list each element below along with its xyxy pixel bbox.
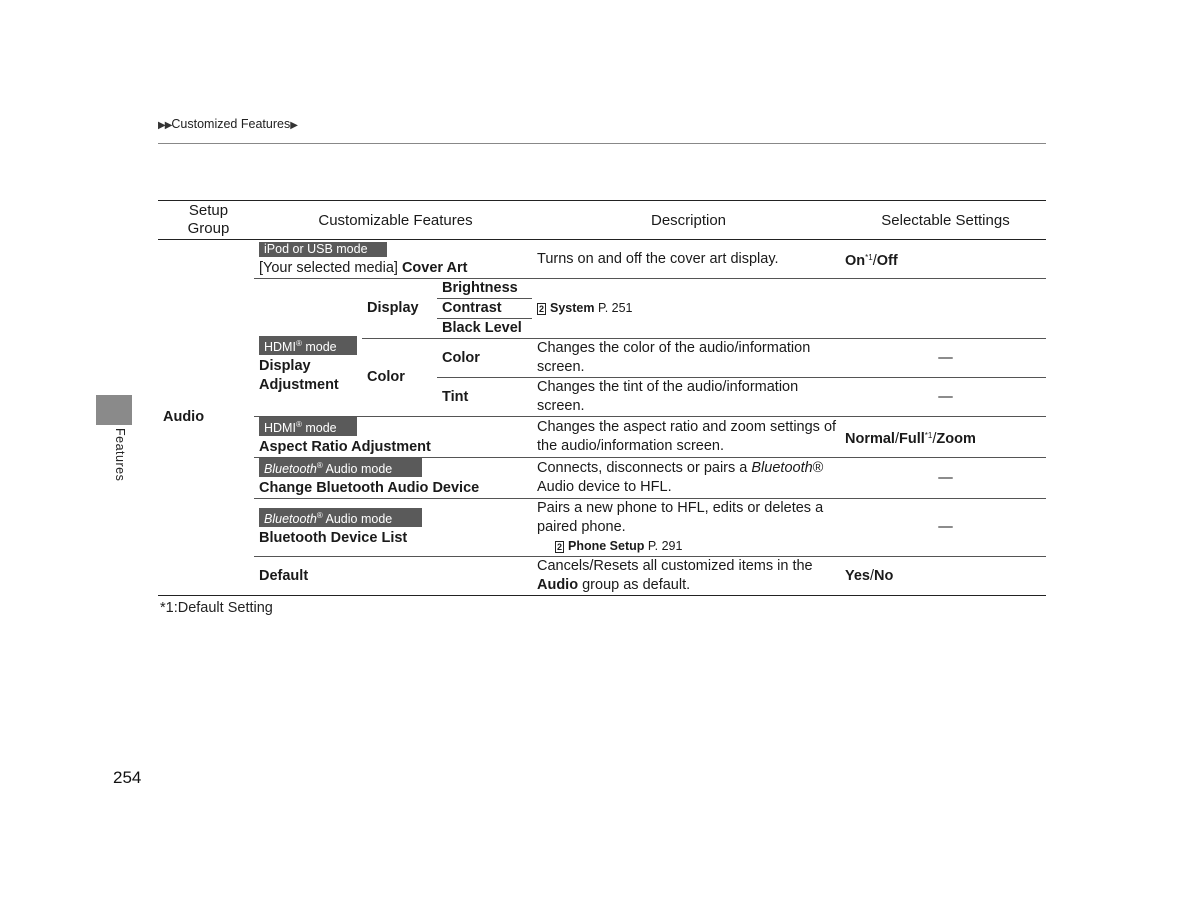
customizable-features-table <box>158 200 1046 596</box>
badge-registered-mark: ® <box>316 461 323 470</box>
setup-group-audio: Audio <box>158 240 254 596</box>
item-color: Color <box>437 339 532 378</box>
page-number: 254 <box>113 768 142 787</box>
badge-text-suffix: Audio mode <box>322 462 393 476</box>
setting-no: No <box>874 567 894 584</box>
header-divider <box>158 143 1046 144</box>
mode-badge <box>259 458 422 477</box>
mode-badge <box>259 508 422 527</box>
reference-page: P. 291 <box>644 539 683 553</box>
description-registered-mark: ® <box>812 460 824 476</box>
table-row <box>158 557 1046 596</box>
feature-default: Default <box>254 557 532 596</box>
breadcrumb-arrows-icon: ▶▶ <box>158 120 172 131</box>
description[interactable] <box>532 499 840 557</box>
table-row <box>158 417 1046 458</box>
table-row <box>158 240 1046 279</box>
feature-name: Change Bluetooth Audio Device <box>259 480 480 496</box>
sub-feature-color: Color <box>362 339 437 417</box>
description: Changes the aspect ratio and zoom settings of the audio/information screen. <box>532 417 840 458</box>
description-reference[interactable] <box>532 279 840 339</box>
feature-aspect-ratio <box>254 417 532 458</box>
reference-page: P. 251 <box>594 301 633 315</box>
item-brightness: Brightness <box>437 279 532 299</box>
mode-badge <box>259 417 357 436</box>
description-audio: Audio <box>537 577 579 593</box>
description <box>532 458 840 499</box>
feature-name: Cover Art <box>401 260 468 276</box>
setting-yes: Yes <box>845 567 870 584</box>
reference-label: System <box>550 301 595 315</box>
item-contrast: Contrast <box>437 299 532 319</box>
badge-text-suffix: Audio mode <box>322 511 393 526</box>
footnote-ref: *1 <box>865 252 873 262</box>
header-customizable-features: Customizable Features <box>254 201 532 240</box>
description-text: Connects, disconnects or pairs a <box>537 460 752 476</box>
reference-arrow-icon: 2 <box>539 304 545 314</box>
badge-text-suffix: mode <box>301 340 337 354</box>
sub-feature-display: Display <box>362 279 437 339</box>
feature-display-adjustment <box>254 279 362 417</box>
breadcrumb-arrow-icon: ▶ <box>290 120 297 131</box>
description <box>532 557 840 596</box>
settings: — <box>840 378 1046 417</box>
setting-normal: Normal <box>845 430 895 447</box>
setting-separator: / <box>894 430 899 447</box>
badge-registered-mark: ® <box>295 339 302 348</box>
reference-arrow-icon: 2 <box>557 542 563 552</box>
badge-registered-mark: ® <box>316 510 323 520</box>
feature-name: Display Adjustment <box>259 358 339 393</box>
setting-separator: / <box>872 252 877 269</box>
table-row <box>158 458 1046 499</box>
item-black-level: Black Level <box>437 319 532 339</box>
section-tab-label: Features <box>113 428 127 482</box>
feature-name: Bluetooth Device List <box>259 529 408 546</box>
setting-on: On <box>845 252 866 269</box>
table-header-row <box>158 201 1046 240</box>
badge-registered-mark: ® <box>295 420 302 429</box>
header-selectable-settings: Selectable Settings <box>840 201 1046 240</box>
settings <box>840 417 1046 458</box>
description-text: group as default. <box>578 577 691 593</box>
table-row <box>158 499 1046 557</box>
setting-separator: / <box>870 567 875 584</box>
section-tab-marker <box>96 395 132 425</box>
feature-prefix: [Your selected media] <box>259 260 402 276</box>
feature-bluetooth-device-list <box>254 499 532 557</box>
badge-text-suffix: mode <box>301 421 337 435</box>
settings <box>840 240 1046 279</box>
description-text: Pairs a new phone to HFL, edits or deletes a paired phone. <box>537 500 824 535</box>
setting-zoom: Zoom <box>936 430 976 447</box>
description-text: Cancels/Resets all customized items in the <box>537 558 813 574</box>
reference-label: Phone Setup <box>568 539 645 553</box>
badge-text: Bluetooth <box>264 462 317 476</box>
setting-off: Off <box>876 252 898 269</box>
badge-text: Bluetooth <box>264 511 317 526</box>
header-setup-group: Setup Group <box>158 201 254 240</box>
mode-badge: iPod or USB mode <box>259 242 387 257</box>
settings <box>840 557 1046 596</box>
feature-name: Aspect Ratio Adjustment <box>259 439 431 455</box>
system-reference-link[interactable] <box>537 301 633 315</box>
item-tint: Tint <box>437 378 532 417</box>
feature-change-bluetooth-audio-device <box>254 458 532 499</box>
settings: — <box>840 339 1046 378</box>
badge-text: HDMI <box>264 421 296 435</box>
setting-separator: / <box>932 430 937 447</box>
description-bluetooth: Bluetooth <box>751 460 813 476</box>
description: Turns on and off the cover art display. <box>532 240 840 279</box>
phone-setup-reference-link[interactable] <box>537 539 682 553</box>
mode-badge <box>259 336 357 355</box>
header-description: Description <box>532 201 840 240</box>
breadcrumb-link[interactable]: Customized Features <box>171 117 291 131</box>
settings: — <box>840 458 1046 499</box>
breadcrumb[interactable] <box>158 117 297 131</box>
feature-cover-art <box>254 240 532 279</box>
footnote-ref: *1 <box>924 430 933 440</box>
description: Changes the color of the audio/information screen. <box>532 339 840 378</box>
settings: — <box>840 499 1046 557</box>
table-row <box>158 279 1046 299</box>
footnote: *1:Default Setting <box>160 600 273 616</box>
description-text: Audio device to HFL. <box>537 479 672 495</box>
setting-full: Full <box>899 430 925 447</box>
badge-text: HDMI <box>264 340 296 354</box>
description: Changes the tint of the audio/information screen. <box>532 378 840 417</box>
settings <box>840 279 1046 339</box>
